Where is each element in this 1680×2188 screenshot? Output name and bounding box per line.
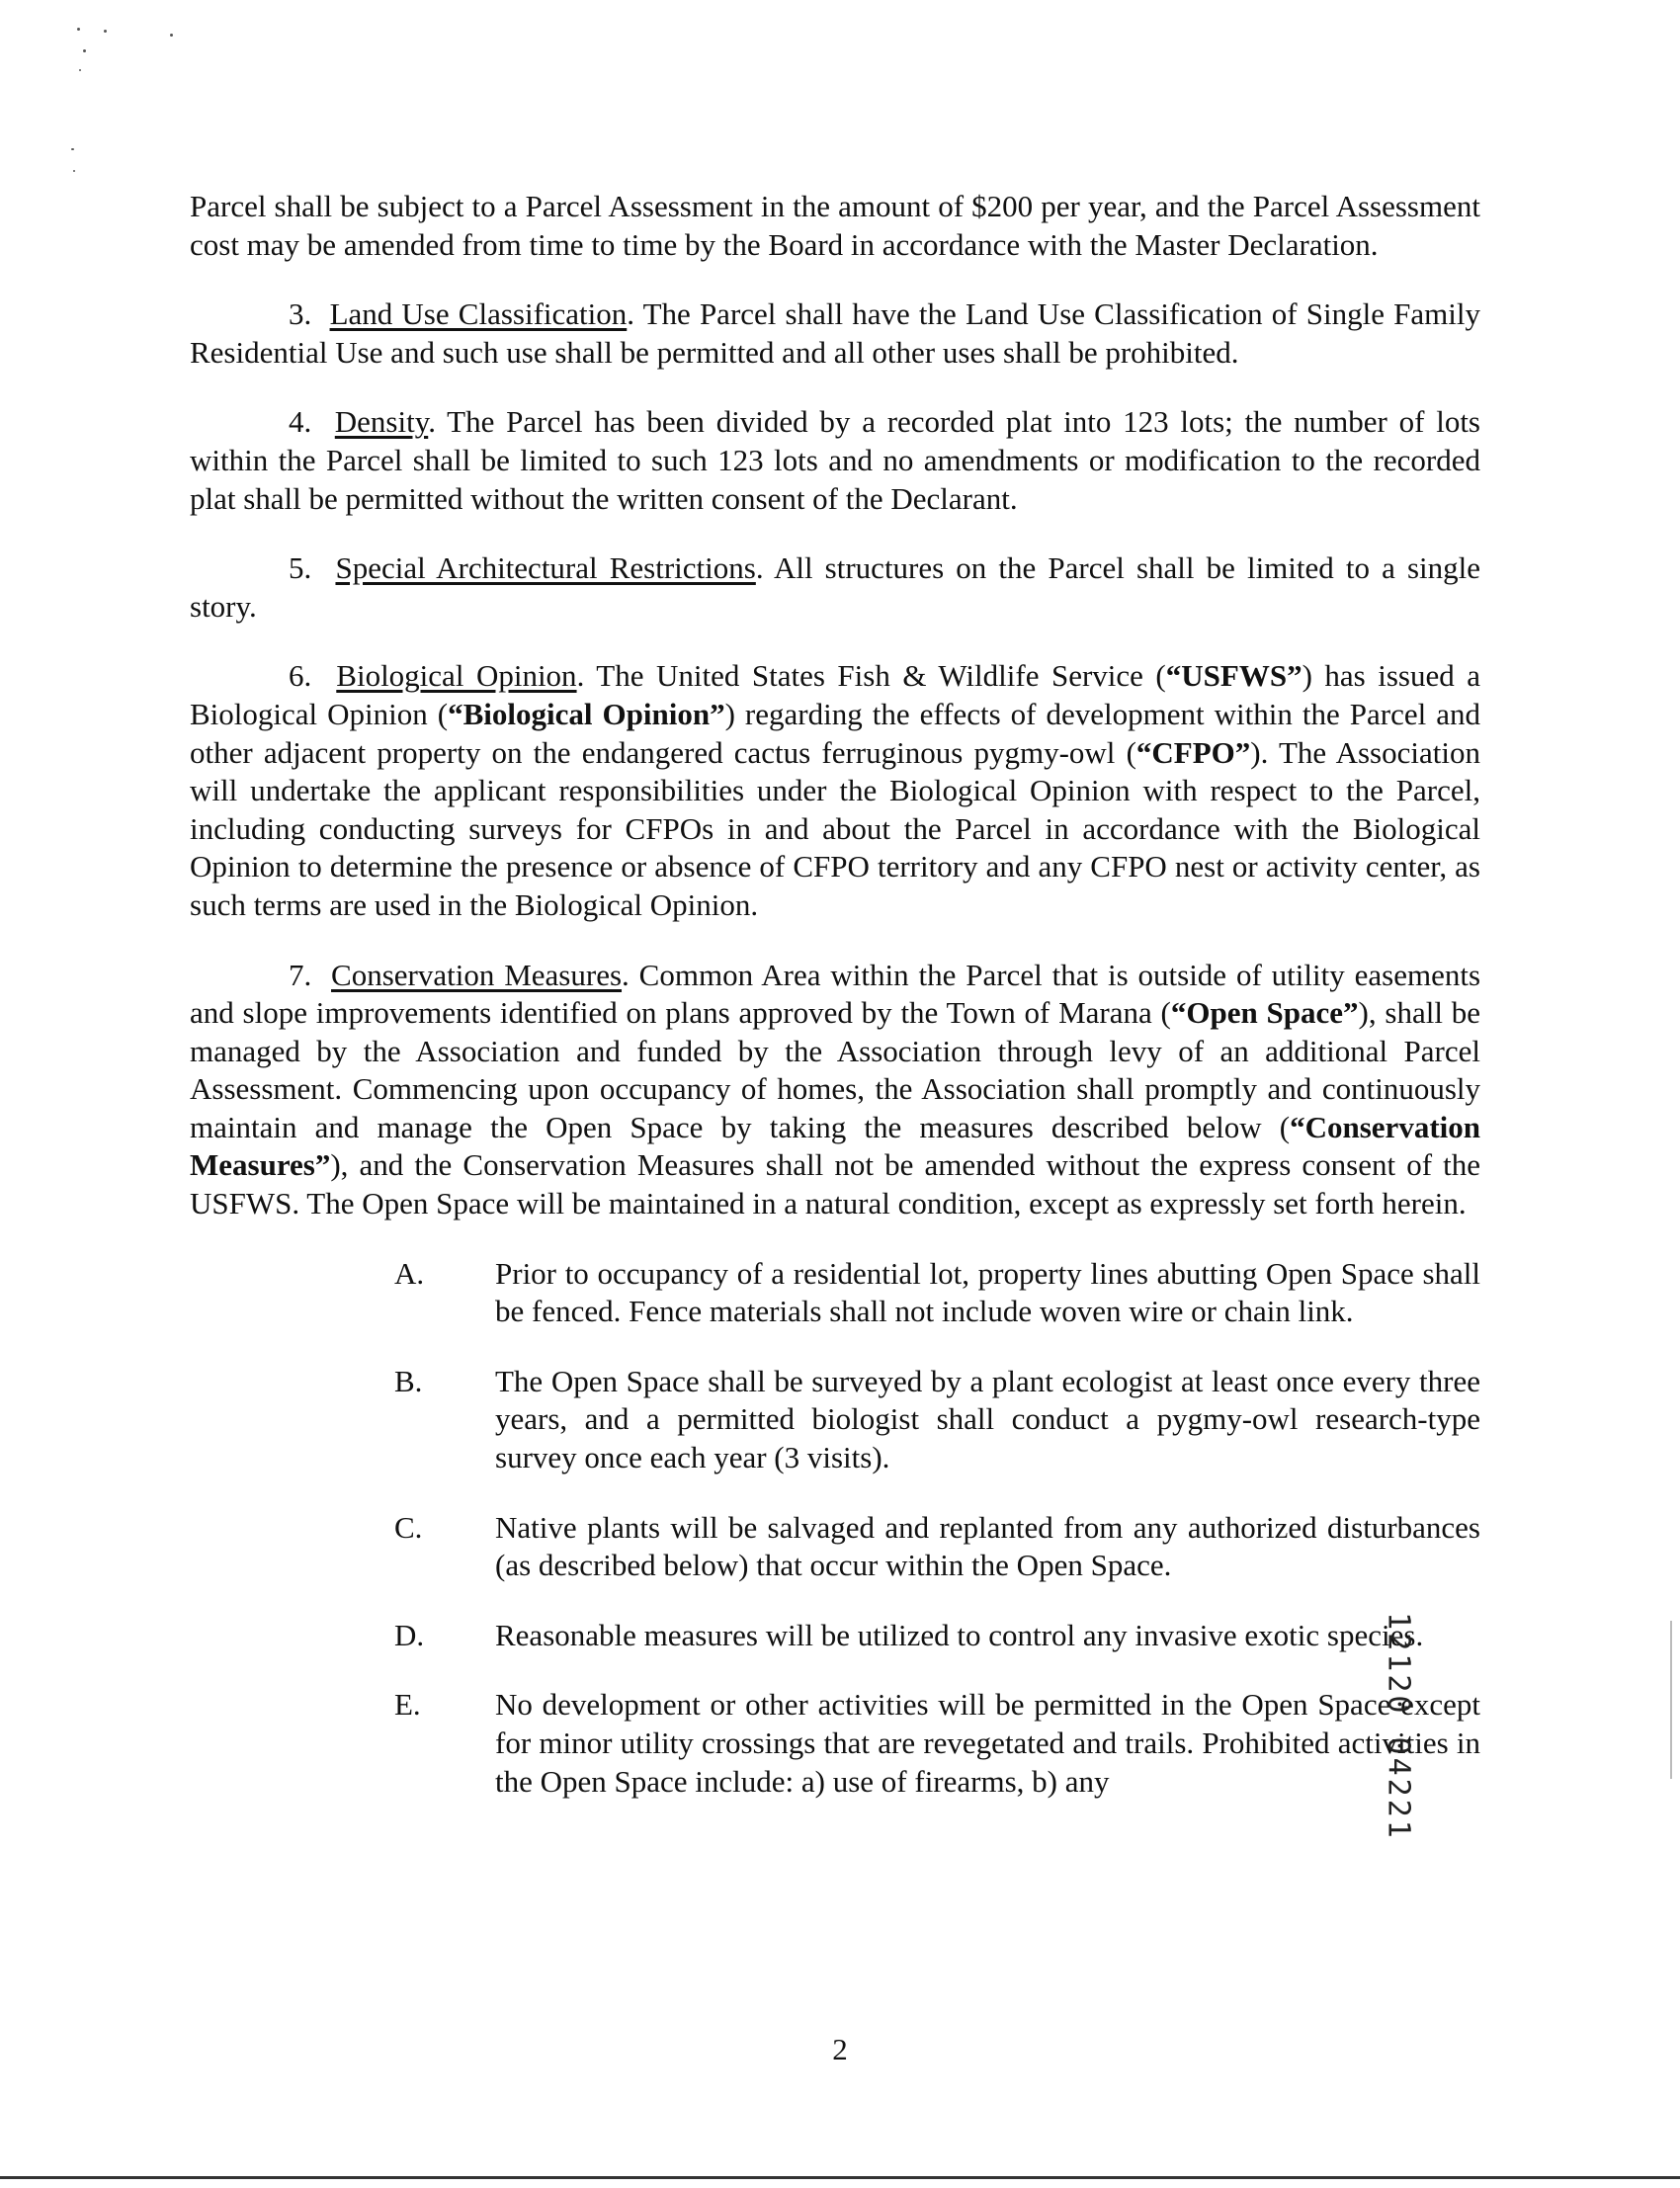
- section-text: . Common Area within the Parcel that is outside of utility easements and slope improvements identified on plans approved by the Town of Marana (: [190, 957, 1481, 1031]
- scan-speck: [170, 34, 173, 37]
- measure-item: [394, 1509, 1480, 1585]
- section-heading: Density: [334, 404, 429, 440]
- scan-speck: [71, 148, 74, 150]
- section-text: ) regarding the effects of development within the Parcel and other adjacent property on the endangered cactus ferruginous pygmy-owl (: [190, 696, 1480, 770]
- defined-term: “USFWS”: [1165, 658, 1302, 694]
- section-body: . All structures on the Parcel shall be limited to a single story.: [190, 550, 1481, 624]
- measure-text: Reasonable measures will be utilized to control any invasive exotic species.: [495, 1617, 1424, 1652]
- measure-text: No development or other activities will be permitted in the Open Space except for minor utility crossings that are revegetated and trails. Prohibited activities in the Open Space include: a) use of firearms, b) any: [495, 1687, 1480, 1799]
- section-3: [190, 295, 1480, 372]
- scan-speck: [73, 170, 75, 172]
- defined-term: “CFPO”: [1135, 734, 1251, 770]
- page-number: 2: [832, 2032, 848, 2066]
- section-4: [190, 403, 1480, 518]
- measure-text: Native plants will be salvaged and replanted from any authorized disturbances (as described below) that occur within the Open Space.: [495, 1509, 1480, 1583]
- measure-letter: D.: [394, 1617, 425, 1652]
- measure-item: [394, 1686, 1480, 1801]
- section-heading: Land Use Classification: [329, 296, 628, 332]
- section-heading: Biological Opinion: [336, 658, 577, 694]
- section-number: 7.: [289, 957, 312, 992]
- section-text: ), shall be managed by the Association and funded by the Association through levy of an additional Parcel Assessment. Commencing upon occupancy of homes, the Association shall promptly and continuously maintain and manage the Open Space by taking the measures described below (: [190, 995, 1481, 1144]
- section-number: 4.: [289, 404, 312, 440]
- section-text: ). The Association will undertake the applicant responsibilities under the Biological Opinion with respect to the Parcel, including conducting surveys for CFPOs in and about the Parcel in accordance with the Biological Opinion to determine the presence or absence of CFPO territory and any CFPO nest or activity center, as such terms are used in the Biological Opinion.: [190, 734, 1480, 922]
- recording-stamp: [1379, 1593, 1418, 1860]
- measure-letter: E.: [394, 1687, 421, 1723]
- section-heading: Conservation Measures: [331, 957, 623, 992]
- measure-item: [394, 1255, 1480, 1331]
- measure-letter: C.: [394, 1509, 423, 1545]
- scan-bottom-edge: [0, 2176, 1680, 2179]
- section-6: [190, 657, 1480, 924]
- section-text: ), and the Conservation Measures shall not be amended without the express consent of the USFWS. The Open Space will be maintained in a natural condition, except as expressly set forth herein.: [190, 1147, 1480, 1221]
- section-5: [190, 549, 1480, 626]
- section-7: [190, 957, 1480, 1223]
- opening-paragraph: Parcel shall be subject to a Parcel Assessment in the amount of $200 per year, and the Parcel Assessment cost may be amended from time to time by the Board in accordance with the Master Declaration.: [190, 189, 1480, 262]
- section-number: 6.: [289, 658, 312, 694]
- measure-text: Prior to occupancy of a residential lot, property lines abutting Open Space shall be fenced. Fence materials shall not include woven wire or chain link.: [495, 1255, 1480, 1329]
- defined-term: “Conservation Measures”: [190, 1109, 1480, 1183]
- defined-term: “Biological Opinion”: [448, 696, 725, 731]
- section-number: 5.: [289, 550, 312, 586]
- scan-edge-mark: [1670, 1621, 1672, 1779]
- scan-speck: [104, 30, 107, 33]
- recording-stamp-text: 12120 04221: [1381, 1612, 1416, 1841]
- section-text: . The United States Fish & Wildlife Service (: [576, 658, 1166, 694]
- section-text: ) has issued a Biological Opinion (: [190, 658, 1481, 731]
- section-heading: Special Architectural Restrictions: [335, 550, 756, 586]
- measure-letter: A.: [394, 1255, 425, 1291]
- measure-letter: B.: [394, 1363, 423, 1398]
- scan-speck: [83, 49, 86, 52]
- measure-text: The Open Space shall be surveyed by a plant ecologist at least once every three years, and a permitted biologist shall conduct a pygmy-owl research-type survey once each year (3 visits).: [495, 1363, 1480, 1475]
- section-body: . The Parcel shall have the Land Use Classification of Single Family Residential Use and such use shall be permitted and all other uses shall be prohibited.: [190, 296, 1480, 370]
- defined-term: “Open Space”: [1170, 995, 1359, 1031]
- scan-speck: [77, 28, 80, 31]
- measure-item: [394, 1617, 1480, 1655]
- scan-speck: [79, 69, 81, 71]
- measure-item: [394, 1363, 1480, 1477]
- section-number: 3.: [289, 296, 312, 332]
- section-body: . The Parcel has been divided by a recorded plat into 123 lots; the number of lots within the Parcel shall be limited to such 123 lots and no amendments or modification to the recorded plat shall be permitted without the written consent of the Declarant.: [190, 404, 1481, 516]
- document-body: [190, 188, 1480, 1832]
- conservation-measures-list: [394, 1255, 1480, 1802]
